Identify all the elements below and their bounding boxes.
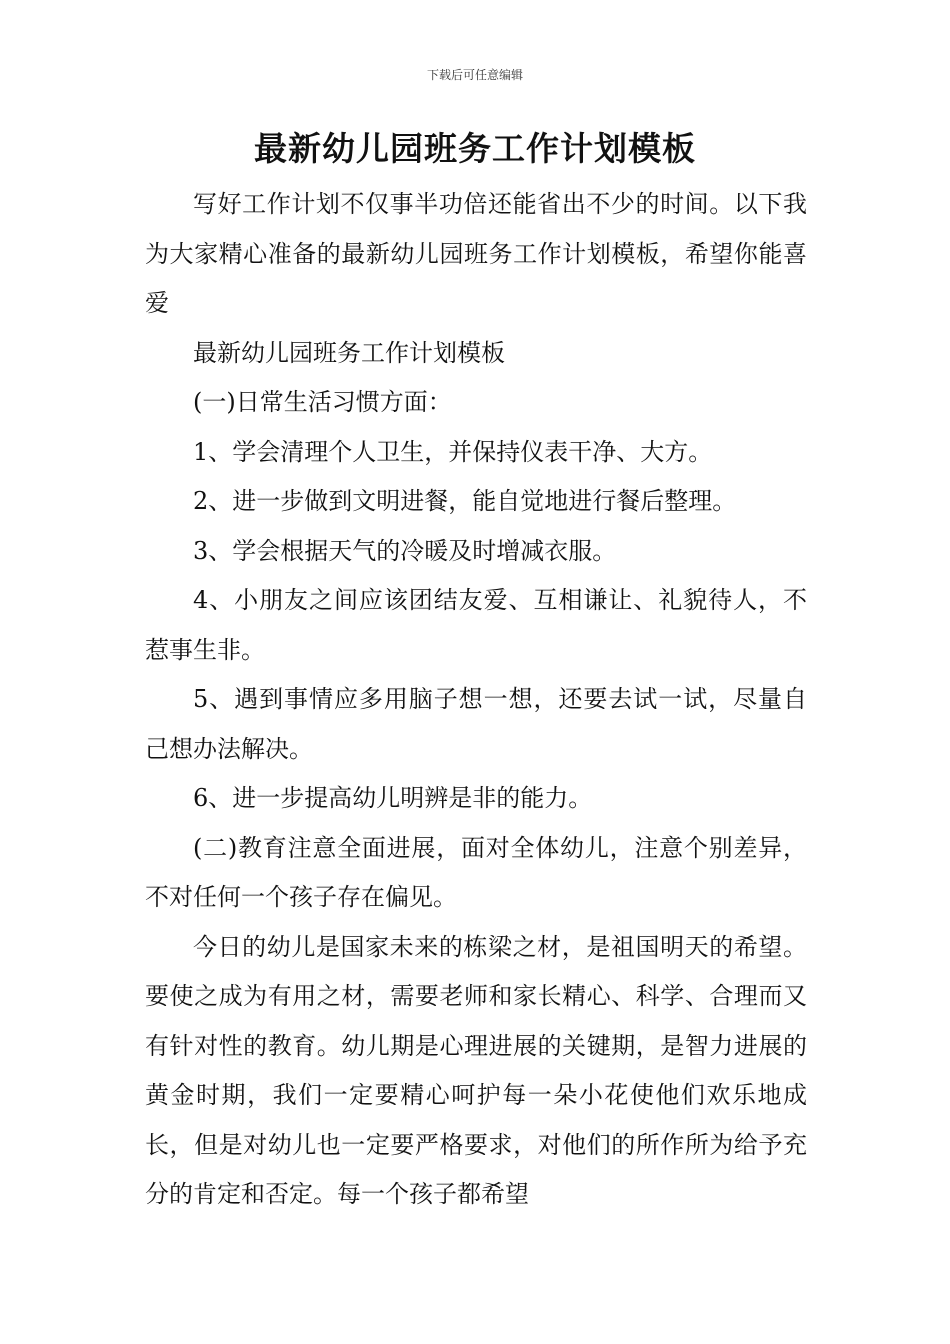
paragraph-section-2-heading: (二)教育注意全面进展，面对全体幼儿，注意个别差异，不对任何一个孩子存在偏见。: [145, 833, 807, 911]
paragraph-intro: 写好工作计划不仅事半功倍还能省出不少的时间。以下我为大家精心准备的最新幼儿园班务工作计划模板，希望你能喜爱: [145, 190, 807, 317]
paragraph-item-1: 1、学会清理个人卫生，并保持仪表干净、大方。: [193, 437, 713, 466]
document-body: [145, 180, 807, 1220]
paragraph-body: 今日的幼儿是国家未来的栋梁之材，是祖国明天的希望。要使之成为有用之材，需要老师和家长精心、科学、合理而又有针对性的教育。幼儿期是心理进展的关键期，是智力进展的黄金时期，我们一定要精心呵护每一朵小花使他们欢乐地成长，但是对幼儿也一定要严格要求，对他们的所作所为给予充分的肯定和否定。每一个孩子都希望: [145, 932, 807, 1208]
paragraph-item-6: 6、进一步提高幼儿明辨是非的能力。: [193, 784, 593, 812]
paragraph-subtitle: 最新幼儿园班务工作计划模板: [193, 338, 505, 367]
paragraph-item-5: 5、遇到事情应多用脑子想一想，还要去试一试，尽量自己想办法解决。: [145, 685, 807, 763]
paragraph-item-3: 3、学会根据天气的冷暖及时增减衣服。: [193, 536, 617, 565]
document-title: 最新幼儿园班务工作计划模板: [254, 129, 696, 168]
paragraph-section-1-heading: (一)日常生活习惯方面：: [193, 388, 452, 416]
header-note: 下载后可任意编辑: [426, 68, 523, 82]
paragraph-item-2: 2、进一步做到文明进餐，能自觉地进行餐后整理。: [193, 487, 737, 515]
paragraph-item-4: 4、小朋友之间应该团结友爱、互相谦让、礼貌待人，不惹事生非。: [145, 586, 807, 664]
